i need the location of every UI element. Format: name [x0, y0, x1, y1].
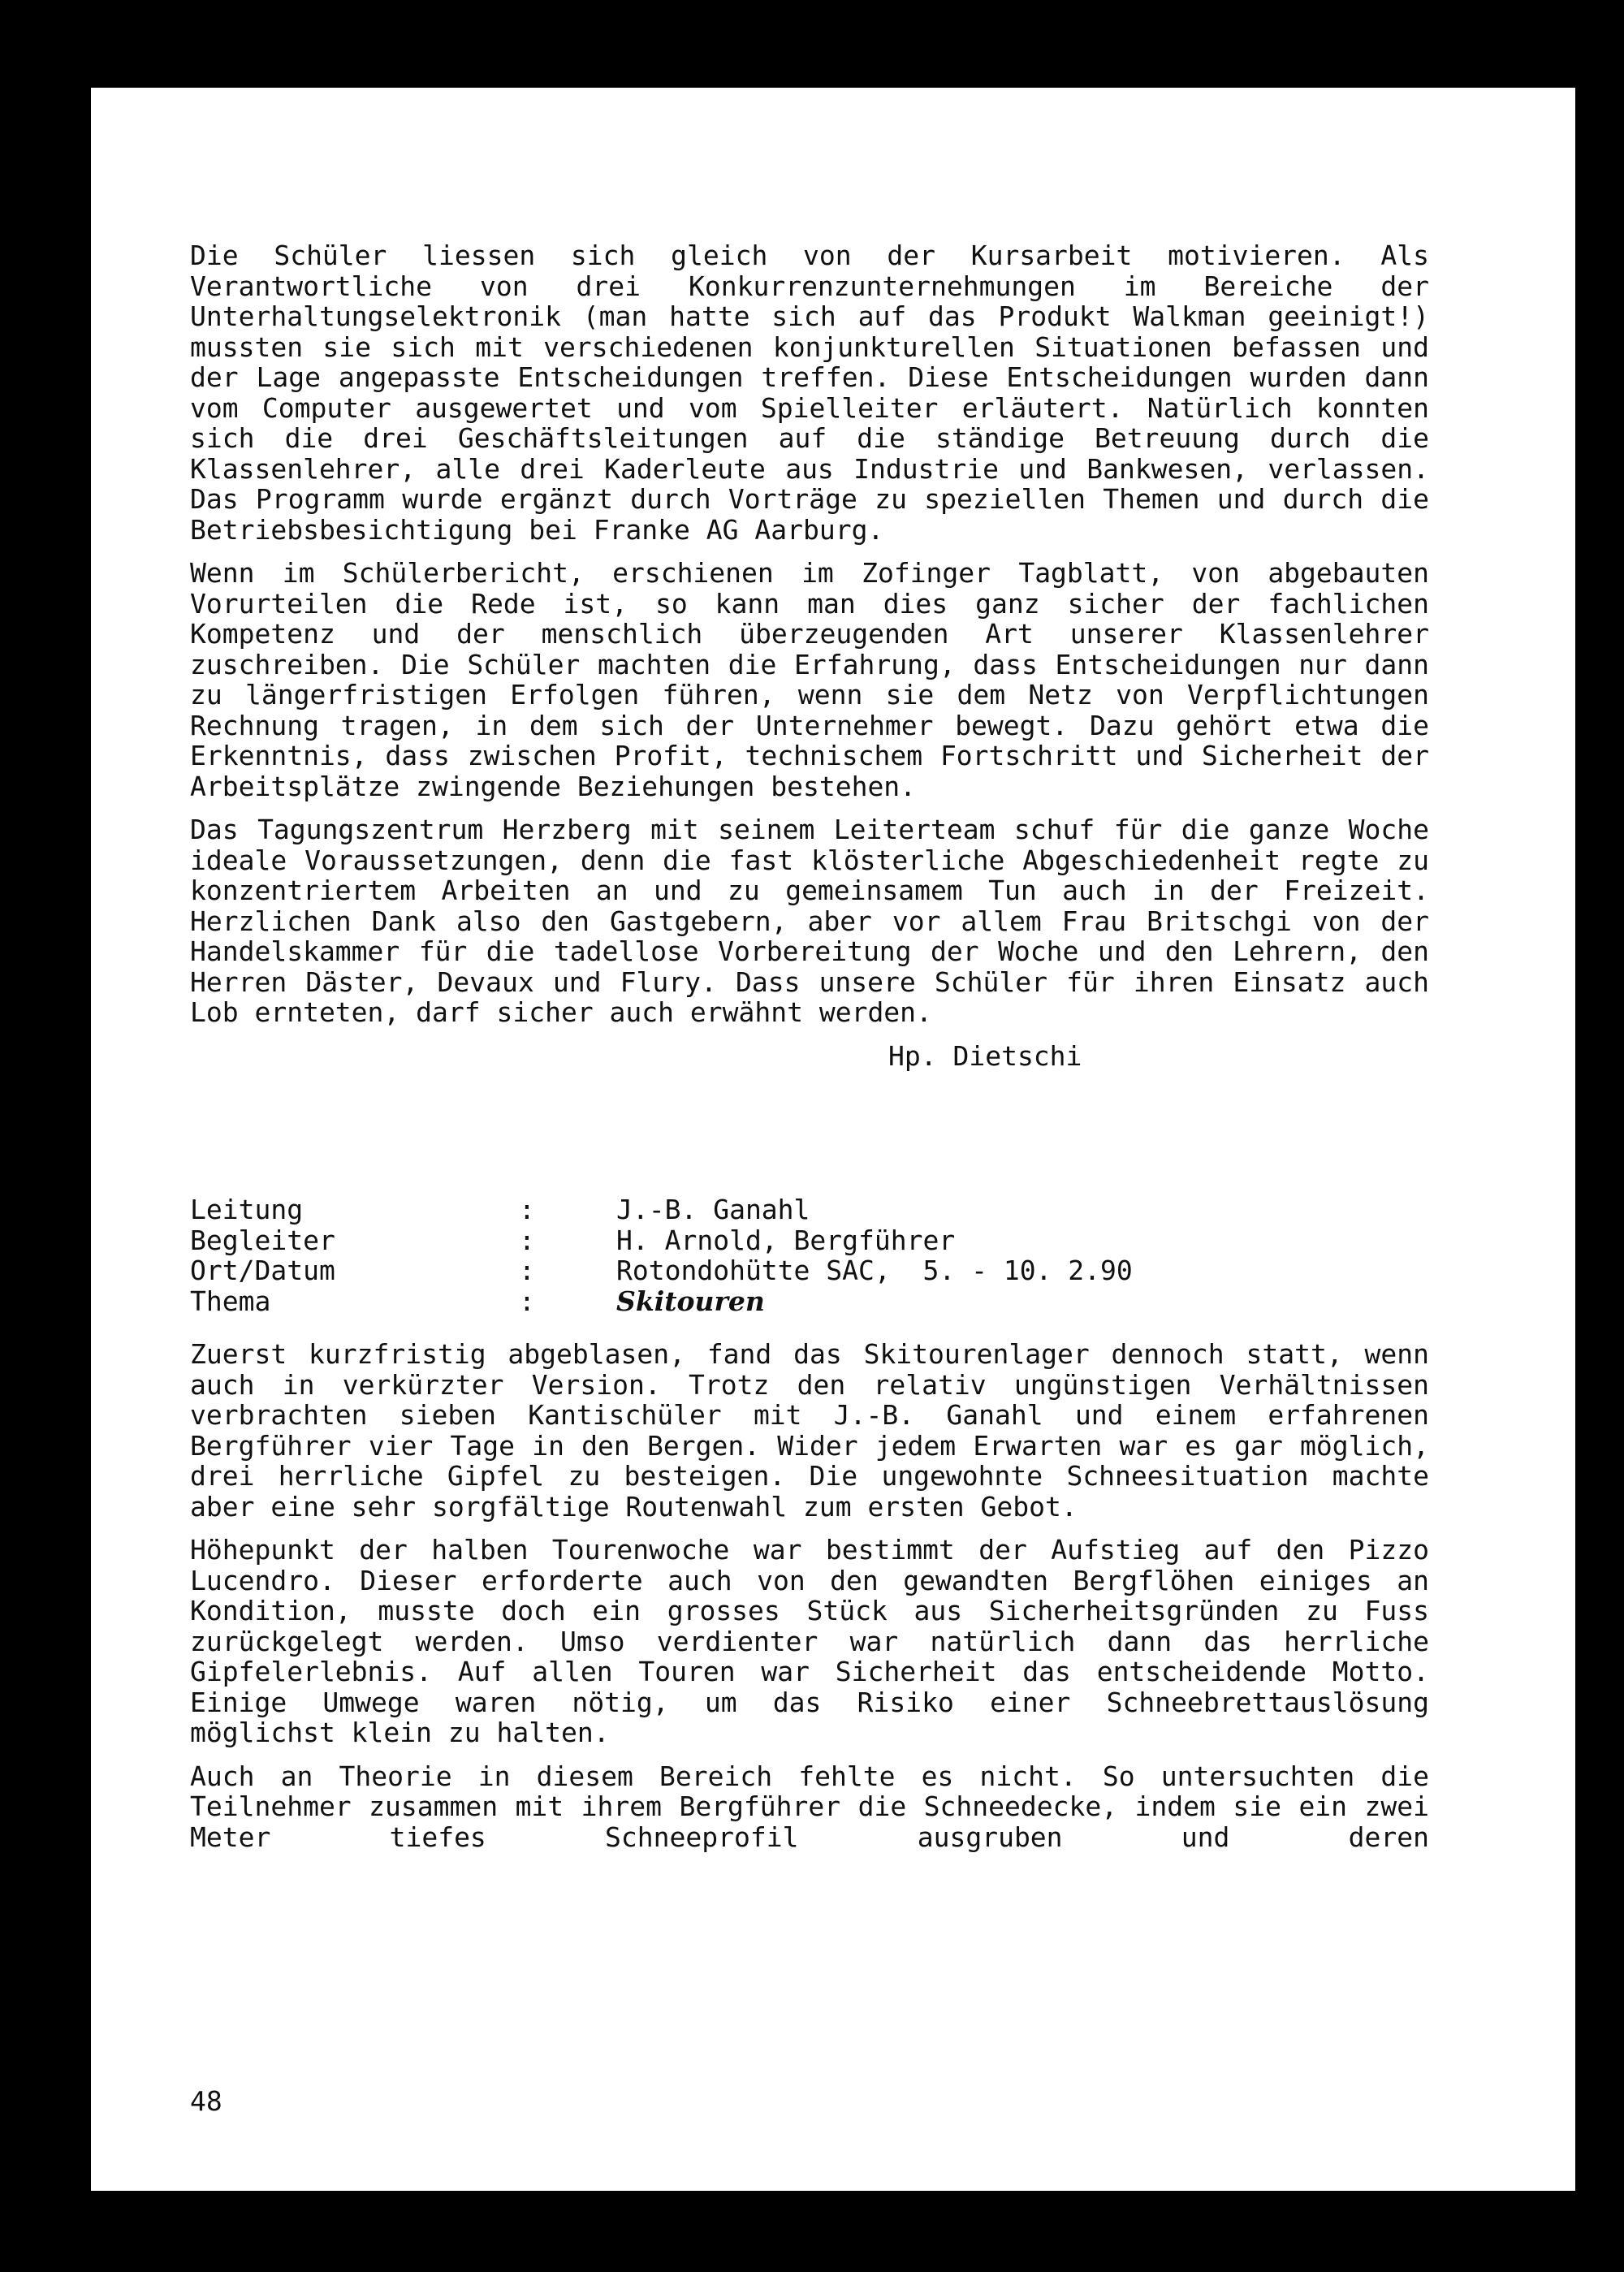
- paragraph: Die Schüler liessen sich gleich von der Kursarbeit motivieren. Als Verantwortliche von drei Konkurrenzunternehmungen im Bereiche der Unterhaltungselektronik (man hatte sich auf das Produkt Walkman geeinigt!) mussten sie sich mit verschiedenen konjunkturellen Situationen befassen und der Lage angepasste Entscheidungen treffen. Diese Entscheidungen wurden dann vom Computer ausgewertet und vom Spielleiter erläutert. Natürlich konnten sich die drei Geschäftsleitungen auf die ständige Betreuung durch die Klassenlehrer, alle drei Kaderleute aus Industrie und Bankwesen, verlassen. Das Programm wurde ergänzt durch Vorträge zu speziellen Themen und durch die Betriebsbesichtigung bei Franke AG Aarburg.: [190, 240, 1429, 546]
- info-separator: :: [519, 1224, 535, 1256]
- info-separator: :: [519, 1255, 535, 1286]
- topic-title: Skitouren: [616, 1285, 765, 1317]
- info-separator: :: [519, 1285, 535, 1317]
- info-label: Leitung: [190, 1194, 304, 1225]
- paragraph: Das Tagungszentrum Herzberg mit seinem Leiterteam schuf für die ganze Woche ideale Voraussetzungen, denn die fast klösterliche Abgeschiedenheit regte zu konzentriertem Arbeiten an und zu gemeinsamem Tun auch in der Freizeit. Herzlichen Dank also den Gastgebern, aber vor allem Frau Britschgi von der Handelskammer für die tadellose Vorbereitung der Woche und den Lehrern, den Herren Däster, Devaux und Flury. Dass unsere Schüler für ihren Einsatz auch Lob ernteten, darf sicher auch erwähnt werden.: [190, 814, 1429, 1028]
- info-value: J.-B. Ganahl: [616, 1194, 810, 1225]
- page-number: 48: [190, 2085, 222, 2117]
- author-signature: Hp. Dietschi: [888, 1039, 1082, 1072]
- paragraph: Zuerst kurzfristig abgeblasen, fand das Skitourenlager dennoch statt, wenn auch in verkürzter Version. Trotz den relativ ungünstigen Verhältnissen verbrachten sieben Kantischüler mit J.-B. Ganahl und einem erfahrenen Bergführer vier Tage in den Bergen. Wider jedem Erwarten war es gar möglich, drei herrliche Gipfel zu besteigen. Die ungewohnte Schneesituation machte aber eine sehr sorgfältige Routenwahl zum ersten Gebot.: [190, 1338, 1429, 1523]
- paragraph: Höhepunkt der halben Tourenwoche war bestimmt der Aufstieg auf den Pizzo Lucendro. Dieser erforderte auch von den gewandten Bergflöhen einiges an Kondition, musste doch ein grosses Stück aus Sicherheitsgründen zu Fuss zurückgelegt werden. Umso verdienter war natürlich dann das herrliche Gipfelerlebnis. Auf allen Touren war Sicherheit das entscheidende Motto. Einige Umwege waren nötig, um das Risiko einer Schneebrettauslösung möglichst klein zu halten.: [190, 1534, 1429, 1748]
- info-separator: :: [519, 1194, 535, 1225]
- info-row-begleiter: [190, 1225, 1429, 1256]
- info-value: H. Arnold, Bergführer: [616, 1224, 956, 1256]
- info-row-thema: [190, 1286, 1429, 1317]
- report-ski-tours: [190, 1339, 1429, 1852]
- ski-tour-info-table: [190, 1194, 1429, 1316]
- paragraph: Auch an Theorie in diesem Bereich fehlte es nicht. So untersuchten die Teilnehmer zusammen mit ihrem Bergführer die Schneedecke, indem sie ein zwei Meter tiefes Schneeprofil ausgruben und deren: [190, 1760, 1429, 1853]
- report-economics-week: [190, 240, 1429, 1071]
- page-sheet: [91, 88, 1575, 2191]
- info-label: Ort/Datum: [190, 1255, 335, 1286]
- page-content: [190, 240, 1429, 1865]
- info-row-leitung: [190, 1194, 1429, 1225]
- paragraph: Wenn im Schülerbericht, erschienen im Zofinger Tagblatt, von abgebauten Vorurteilen die Rede ist, so kann man dies ganz sicher der fachlichen Kompetenz und der menschlich überzeugenden Art unserer Klassenlehrer zuschreiben. Die Schüler machten die Erfahrung, dass Entscheidungen nur dann zu längerfristigen Erfolgen führen, wenn sie dem Netz von Verpflichtungen Rechnung tragen, in dem sich der Unternehmer bewegt. Dazu gehört etwa die Erkenntnis, dass zwischen Profit, technischem Fortschritt und Sicherheit der Arbeitsplätze zwingende Beziehungen bestehen.: [190, 557, 1429, 802]
- info-value: Rotondohütte SAC, 5. - 10. 2.90: [616, 1255, 1133, 1286]
- info-row-ort-datum: [190, 1255, 1429, 1286]
- info-label: Thema: [190, 1285, 271, 1317]
- info-label: Begleiter: [190, 1224, 335, 1256]
